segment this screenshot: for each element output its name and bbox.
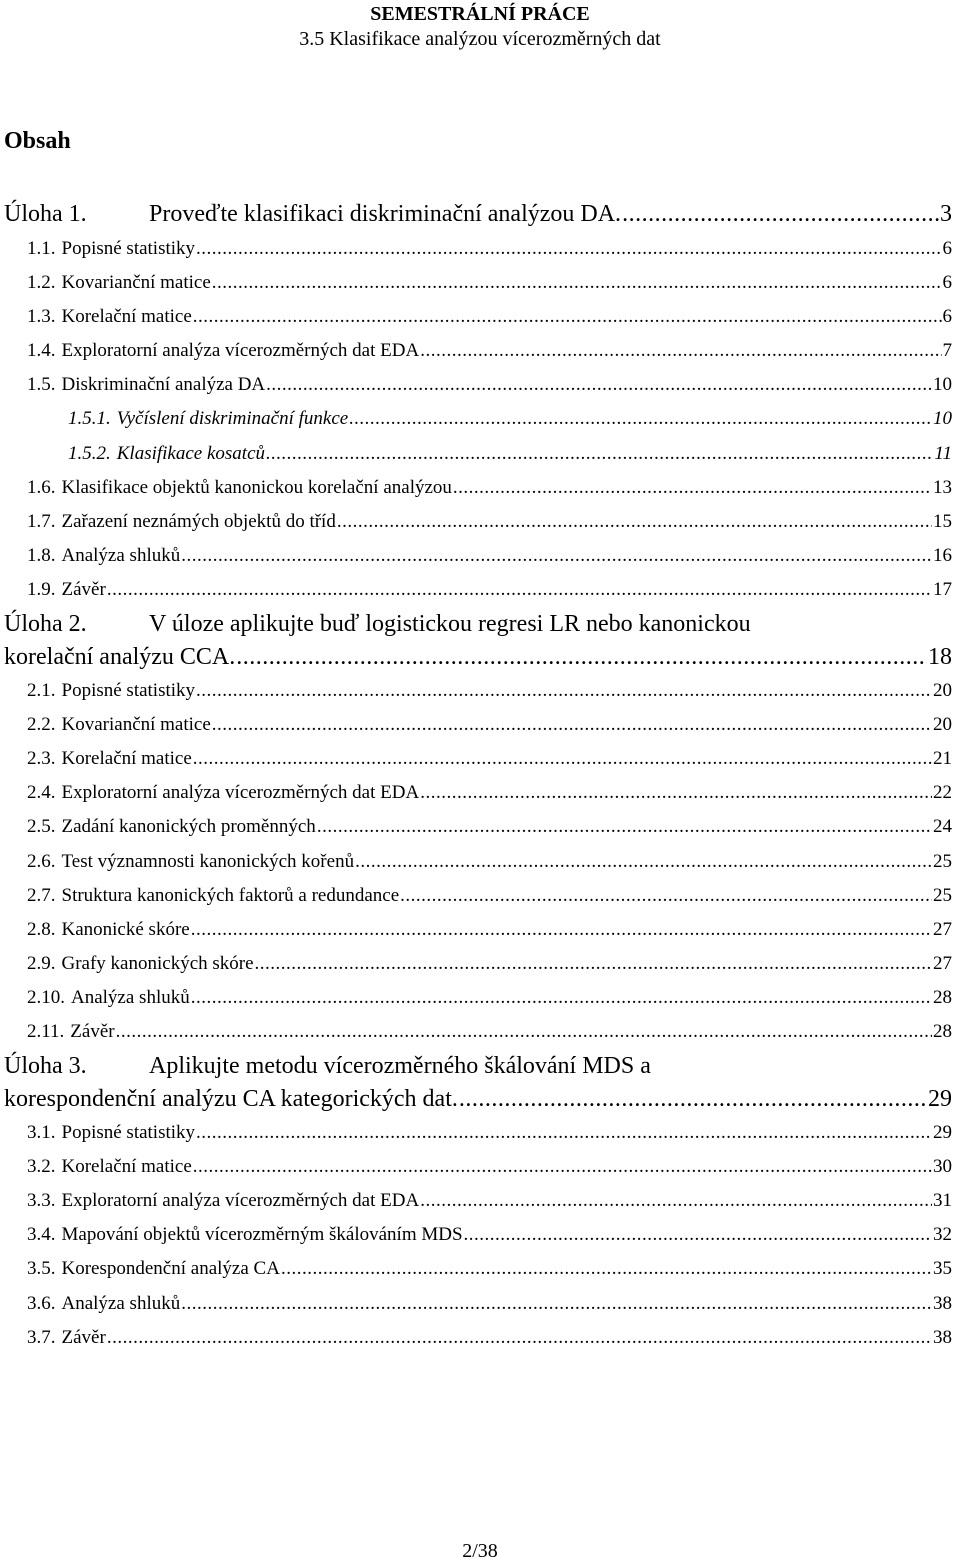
toc-entry-title: Analýza shluků — [61, 545, 181, 567]
toc-leader — [116, 1015, 932, 1049]
toc-entry-page: 22 — [933, 782, 952, 804]
toc-leader — [420, 776, 932, 810]
toc-leader — [193, 742, 932, 776]
toc-entry-number: 2.2. — [27, 713, 56, 735]
toc-entry-title: Kovarianční matice — [61, 271, 211, 293]
toc-entry-label — [27, 776, 419, 810]
toc-entry-page: 11 — [934, 442, 952, 464]
toc-leader — [196, 674, 932, 708]
toc-entry[interactable] — [0, 810, 960, 844]
toc-entry-title: Kanonické skóre — [61, 918, 190, 940]
toc-entry-page: 24 — [933, 816, 952, 838]
toc-entry-page: 21 — [933, 747, 952, 769]
toc-leader — [420, 334, 941, 368]
toc-leader — [266, 437, 933, 471]
toc-entry-page: 18 — [928, 643, 952, 670]
toc-entry-number: 3.2. — [27, 1155, 56, 1177]
toc-leader — [453, 471, 932, 505]
toc-entry-title: Exploratorní analýza vícerozměrných dat EDA — [61, 782, 420, 804]
toc-leader — [459, 1083, 927, 1116]
toc-entry-label — [27, 300, 192, 334]
toc-entry-label — [27, 1150, 192, 1184]
toc-entry-page: 30 — [933, 1155, 952, 1177]
toc-entry-title: Zadání kanonických proměnných — [61, 816, 316, 838]
toc-entry-title: Popisné statistiky — [61, 679, 196, 701]
toc-entry-label — [27, 471, 452, 505]
toc-entry-label — [27, 1287, 180, 1321]
toc-entry[interactable] — [0, 947, 960, 981]
toc-entry-title-cont: korelační analýzu CCA. — [4, 643, 236, 670]
toc-leader — [181, 539, 932, 573]
table-of-contents — [0, 197, 960, 1355]
toc-entry-page: 38 — [933, 1326, 952, 1348]
toc-entry-number: 3.7. — [27, 1326, 56, 1348]
toc-entry-page: 25 — [933, 850, 952, 872]
toc-entry-number: 2.5. — [27, 816, 56, 838]
toc-leader — [181, 1287, 932, 1321]
toc-leader — [193, 300, 942, 334]
header-title: SEMESTRÁLNÍ PRÁCE — [370, 3, 590, 25]
toc-entry[interactable] — [0, 1015, 960, 1049]
toc-entry-number: Úloha 1. — [4, 201, 87, 227]
toc-entry-label — [27, 879, 399, 913]
toc-entry-page: 13 — [933, 476, 952, 498]
toc-leader — [193, 1150, 932, 1184]
toc-entry-title: Popisné statistiky — [61, 237, 196, 259]
toc-entry-title: Exploratorní analýza vícerozměrných dat EDA — [61, 1190, 420, 1211]
toc-entry-number: 3.1. — [27, 1121, 56, 1143]
toc-entry[interactable] — [0, 1050, 960, 1116]
toc-entry-title: Korelační matice — [61, 1155, 192, 1177]
toc-heading: Obsah — [4, 128, 71, 154]
toc-entry-label — [27, 810, 316, 844]
toc-entry-page: 20 — [933, 713, 952, 735]
toc-entry-label — [27, 266, 211, 300]
toc-leader — [420, 1184, 932, 1218]
toc-entry[interactable] — [0, 1321, 960, 1355]
toc-entry-title: Test významnosti kanonických kořenů — [61, 850, 355, 872]
toc-entry-title: Korelační matice — [61, 305, 192, 327]
toc-entry[interactable] — [0, 437, 960, 471]
toc-entry-number: 1.5.1. — [68, 408, 111, 430]
toc-leader — [400, 879, 932, 913]
toc-entry-label — [27, 1184, 419, 1218]
toc-leader — [212, 266, 942, 300]
toc-entry[interactable] — [0, 539, 960, 573]
toc-entry[interactable] — [0, 708, 960, 742]
toc-entry[interactable] — [0, 1184, 960, 1218]
toc-entry-page: 6 — [942, 237, 952, 259]
toc-entry-page: 6 — [942, 305, 952, 327]
toc-entry-number: Úloha 3. — [4, 1052, 87, 1079]
toc-entry[interactable] — [0, 845, 960, 879]
toc-entry[interactable] — [0, 1252, 960, 1286]
toc-entry-label — [27, 232, 195, 266]
toc-entry-title: V úloze aplikujte buď logistickou regresi LR nebo kanonickou — [149, 610, 751, 637]
toc-entry-number: 2.9. — [27, 953, 56, 975]
toc-entry[interactable] — [0, 573, 960, 607]
toc-entry-number: Úloha 2. — [4, 610, 87, 637]
toc-entry-label — [27, 1321, 106, 1355]
toc-entry-page: 27 — [933, 953, 952, 975]
toc-leader — [255, 947, 932, 981]
toc-entry[interactable] — [0, 266, 960, 300]
toc-leader — [212, 708, 932, 742]
toc-entry-number: 3.4. — [27, 1224, 56, 1246]
toc-entry-page: 27 — [933, 918, 952, 940]
toc-entry-page: 17 — [933, 579, 952, 601]
toc-entry-number: 2.6. — [27, 850, 56, 872]
toc-entry-label — [27, 505, 336, 539]
toc-leader — [337, 505, 932, 539]
toc-entry[interactable] — [0, 742, 960, 776]
toc-leader — [349, 402, 932, 436]
toc-entry-number: 1.4. — [27, 340, 56, 362]
toc-entry-page: 35 — [933, 1258, 952, 1280]
toc-leader — [317, 810, 932, 844]
toc-entry-label — [27, 1218, 463, 1252]
toc-entry-label — [27, 1116, 195, 1150]
toc-entry[interactable] — [0, 471, 960, 505]
header-subtitle: 3.5 Klasifikace analýzou vícerozměrných dat — [299, 28, 661, 50]
toc-entry-title: Závěr — [61, 1326, 106, 1348]
toc-leader — [266, 368, 932, 402]
toc-leader — [191, 981, 932, 1015]
toc-entry-page: 7 — [942, 340, 952, 362]
toc-entry-number: 3.6. — [27, 1292, 56, 1314]
toc-entry[interactable] — [0, 505, 960, 539]
toc-leader — [196, 1116, 932, 1150]
toc-entry-label — [68, 437, 265, 471]
toc-entry[interactable] — [0, 879, 960, 913]
toc-entry-title: Vyčíslení diskriminační funkce — [116, 408, 349, 430]
toc-entry-title: Kovarianční matice — [61, 713, 211, 735]
toc-entry-label — [27, 708, 211, 742]
toc-leader — [196, 232, 941, 266]
toc-leader — [622, 197, 939, 232]
toc-entry-label — [27, 1015, 115, 1049]
toc-entry-title: Diskriminační analýza DA — [61, 374, 266, 396]
toc-entry-page: 25 — [933, 884, 952, 906]
toc-entry-page: 6 — [942, 271, 952, 293]
toc-entry[interactable] — [0, 776, 960, 810]
toc-entry-label — [4, 197, 621, 232]
toc-entry-number: 1.5. — [27, 374, 56, 396]
toc-entry[interactable] — [0, 981, 960, 1015]
toc-entry-page: 10 — [933, 408, 952, 430]
toc-entry-title: Analýza shluků — [61, 1292, 181, 1314]
toc-entry[interactable] — [0, 1218, 960, 1252]
toc-entry-page: 28 — [933, 987, 952, 1009]
toc-entry-number: 2.10. — [27, 987, 65, 1009]
toc-entry-title: Grafy kanonických skóre — [61, 953, 254, 975]
toc-entry-number: 1.6. — [27, 476, 56, 498]
toc-entry-number: 3.5. — [27, 1258, 56, 1280]
toc-entry-label — [27, 573, 106, 607]
toc-entry[interactable] — [0, 197, 960, 232]
toc-entry-title: Klasifikace objektů kanonickou korelační analýzou — [61, 476, 452, 498]
toc-entry[interactable] — [0, 402, 960, 436]
toc-entry-number: 1.2. — [27, 271, 56, 293]
toc-entry-number: 2.7. — [27, 884, 56, 906]
toc-entry-number: 3.3. — [27, 1190, 56, 1211]
toc-leader — [464, 1218, 932, 1252]
toc-entry-title: Popisné statistiky — [61, 1121, 196, 1143]
page-number: 2/38 — [462, 1540, 498, 1562]
toc-entry-number: 1.3. — [27, 305, 56, 327]
toc-entry-label — [27, 368, 265, 402]
toc-leader — [191, 913, 932, 947]
toc-entry-title: Závěr — [61, 579, 106, 601]
toc-entry-title-cont: korespondenční analýzu CA kategorických dat. — [4, 1085, 458, 1112]
toc-entry-page: 29 — [928, 1085, 952, 1112]
toc-entry[interactable] — [0, 1287, 960, 1321]
toc-entry[interactable] — [0, 1116, 960, 1150]
toc-entry[interactable] — [0, 334, 960, 368]
toc-leader — [107, 573, 932, 607]
toc-entry-label — [27, 539, 180, 573]
toc-entry-title: Struktura kanonických faktorů a redundance — [61, 884, 400, 906]
toc-entry-title: Mapování objektů vícerozměrným škálováním MDS — [61, 1224, 463, 1246]
toc-entry-page: 28 — [933, 1021, 952, 1043]
toc-entry-page: 15 — [933, 511, 952, 532]
toc-entry[interactable] — [0, 232, 960, 266]
toc-entry-page: 32 — [933, 1224, 952, 1246]
toc-entry-number: 2.3. — [27, 747, 56, 769]
toc-leader — [355, 845, 932, 879]
toc-entry-title: Korespondenční analýza CA — [61, 1258, 280, 1280]
toc-entry[interactable] — [0, 368, 960, 402]
toc-leader — [107, 1321, 932, 1355]
toc-entry-title: Korelační matice — [61, 747, 192, 769]
toc-entry-number: 2.1. — [27, 679, 56, 701]
toc-entry-label — [27, 334, 419, 368]
toc-entry[interactable] — [0, 1150, 960, 1184]
toc-entry[interactable] — [0, 674, 960, 708]
toc-entry-number: 1.8. — [27, 545, 56, 567]
toc-entry-page: 20 — [933, 679, 952, 701]
toc-entry-number: 1.7. — [27, 511, 56, 532]
toc-entry-page: 29 — [933, 1121, 952, 1143]
toc-entry-page: 16 — [933, 545, 952, 567]
toc-entry-label — [27, 913, 190, 947]
toc-entry-number: 2.4. — [27, 782, 56, 804]
toc-entry-number: 1.5.2. — [68, 442, 111, 464]
toc-entry-page: 38 — [933, 1292, 952, 1314]
toc-entry[interactable] — [0, 913, 960, 947]
toc-entry-number: 1.1. — [27, 237, 56, 259]
toc-entry-label — [27, 947, 254, 981]
toc-entry-number: 1.9. — [27, 579, 56, 601]
toc-entry-label — [27, 981, 190, 1015]
toc-entry-label — [27, 742, 192, 776]
toc-entry-title: Klasifikace kosatců — [116, 442, 266, 464]
toc-leader — [236, 641, 927, 674]
toc-entry-title: Analýza shluků — [71, 987, 190, 1009]
toc-entry[interactable] — [0, 608, 960, 674]
toc-entry-title: Závěr — [70, 1021, 115, 1043]
toc-entry-page: 10 — [933, 374, 952, 396]
toc-entry-label — [27, 845, 354, 879]
toc-entry-title: Exploratorní analýza vícerozměrných dat EDA — [61, 340, 420, 362]
toc-entry-label — [27, 674, 195, 708]
toc-entry[interactable] — [0, 300, 960, 334]
toc-leader — [281, 1252, 932, 1286]
toc-entry-label — [27, 1252, 280, 1286]
toc-entry-number: 2.11. — [27, 1021, 65, 1043]
toc-entry-title: Aplikujte metodu vícerozměrného škálování MDS a — [149, 1052, 651, 1079]
toc-entry-label — [68, 402, 348, 436]
page-header — [0, 2, 960, 52]
toc-entry-number: 2.8. — [27, 918, 56, 940]
toc-entry-title: Zařazení neznámých objektů do tříd — [61, 511, 336, 532]
toc-entry-title: Proveďte klasifikaci diskriminační analýzou DA. — [149, 201, 622, 227]
toc-entry-page: 31 — [933, 1190, 952, 1211]
toc-entry-page: 3 — [940, 201, 952, 227]
